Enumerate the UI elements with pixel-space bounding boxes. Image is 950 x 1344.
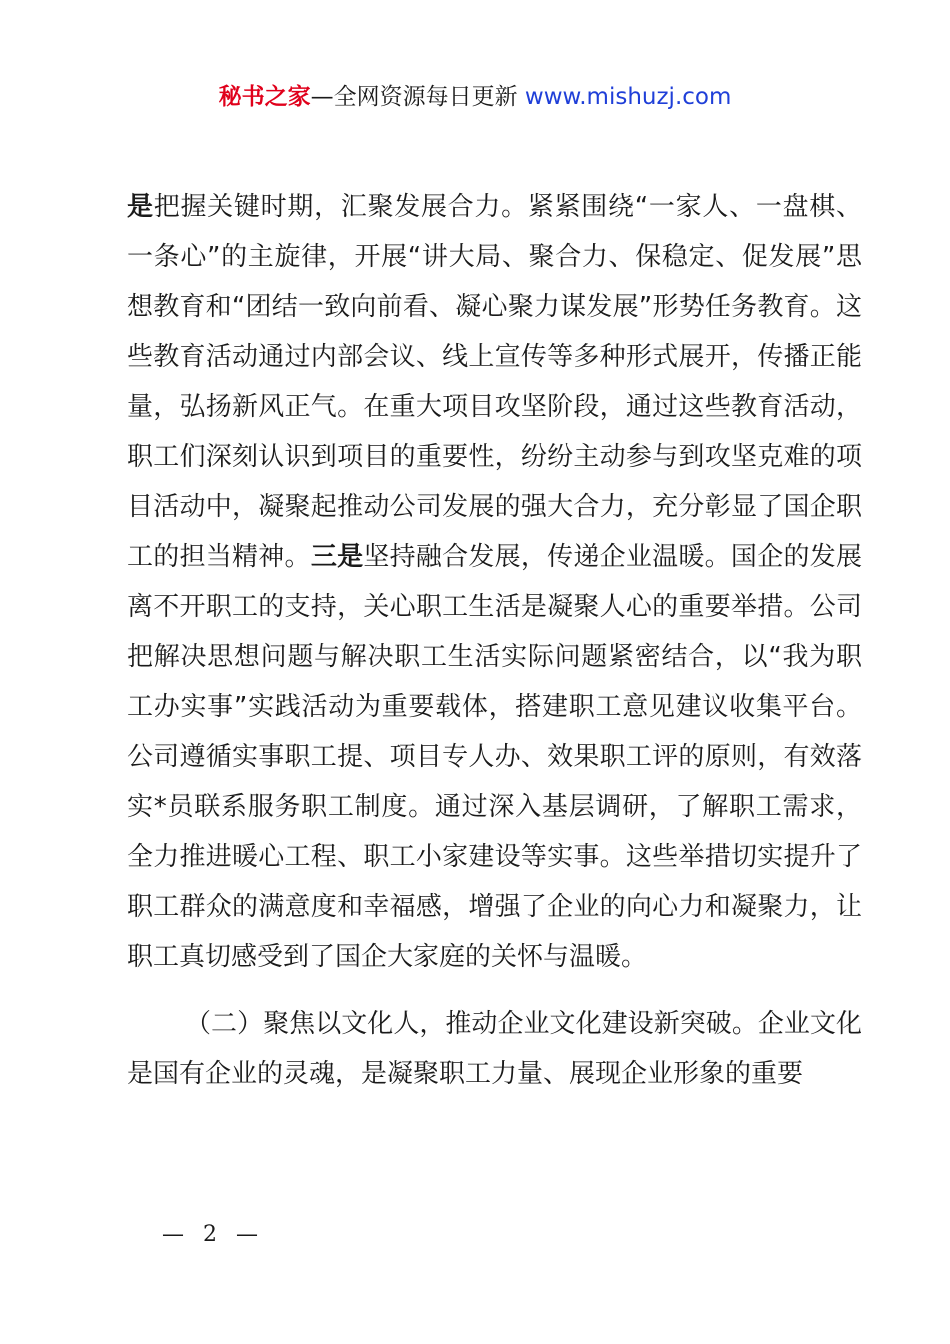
paragraph-lead-marker: 是	[127, 192, 154, 222]
site-url-link[interactable]: www.mishuzj.com	[524, 84, 732, 110]
site-header	[0, 80, 950, 114]
paragraph-text: 把握关键时期，汇聚发展合力。紧紧围绕“一家人、一盘棋、一条心”的主旋律，开展“讲大局、聚合力、保稳定、促发展”思想教育和“团结一致向前看、凝心聚力谋发展”形势任务教育。这些教育活动通过内部会议、线上宣传等多种形式展开，传播正能量，弘扬新风正气。在重大项目攻坚阶段，通过这些教育活动，职工们深刻认识到项目的重要性，纷纷主动参与到攻坚克难的项目活动中，凝聚起推动公司发展的强大合力，充分彰显了国企职工的担当精神。	[127, 192, 862, 572]
brand-name: 秘书之家	[218, 84, 311, 110]
body-paragraph-1	[127, 182, 862, 982]
page-number: — 2 —	[162, 1222, 264, 1247]
paragraph-text: （二）聚焦以文化人，推动企业文化建设新突破。企业文化是国有企业的灵魂，是凝聚职工力量、展现企业形象的重要	[127, 1009, 862, 1089]
body-paragraph-2	[127, 999, 862, 1099]
document-body	[127, 182, 862, 1099]
paragraph-lead-marker: 三是	[310, 542, 364, 572]
header-tagline: —全网资源每日更新	[310, 84, 525, 110]
paragraph-text: 坚持融合发展，传递企业温暖。国企的发展离不开职工的支持，关心职工生活是凝聚人心的重要举措。公司把解决思想问题与解决职工生活实际问题紧密结合，以“我为职工办实事”实践活动为重要载体，搭建职工意见建议收集平台。公司遵循实事职工提、项目专人办、效果职工评的原则，有效落实*员联系服务职工制度。通过深入基层调研，了解职工需求，全力推进暖心工程、职工小家建设等实事。这些举措切实提升了职工群众的满意度和幸福感，增强了企业的向心力和凝聚力，让职工真切感受到了国企大家庭的关怀与温暖。	[127, 542, 862, 972]
